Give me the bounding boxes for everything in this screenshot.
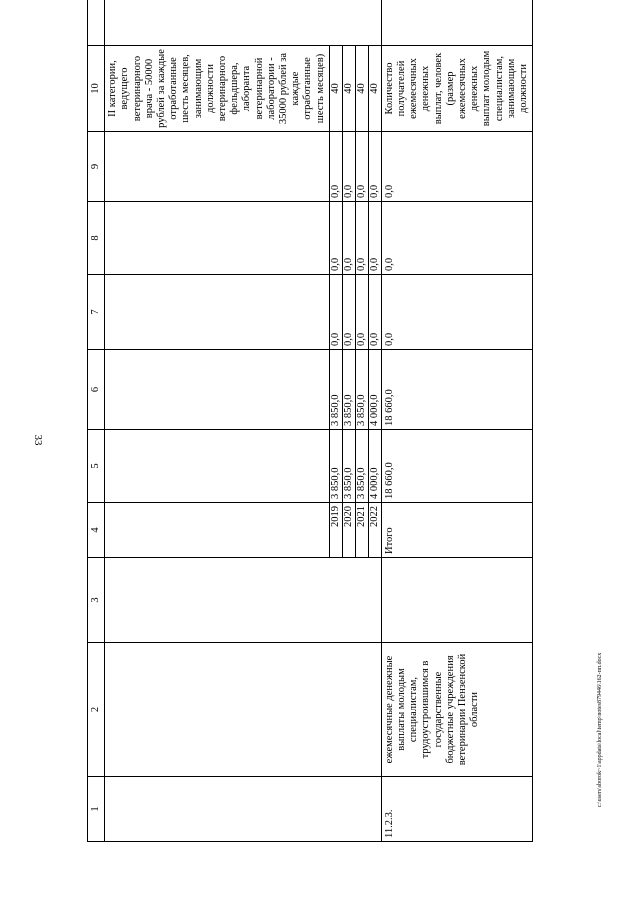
header-col-7: 7 (88, 275, 105, 350)
item-col-11 (381, 0, 532, 46)
value-col-6: 3 850,0 (342, 350, 355, 430)
value-col-6: 4 000,0 (368, 350, 381, 430)
value-col-9: 0,0 (368, 132, 381, 202)
value-col-6: 3 850,0 (329, 350, 342, 430)
header-row (88, 0, 105, 842)
item-col-3 (381, 558, 532, 643)
value-col-5: 3 850,0 (342, 430, 355, 503)
footer-file-path: c:\users\sborok~1\appdata\local\temp\notes879446\162-пп.docx (597, 652, 603, 808)
cell-blank-3 (105, 558, 382, 643)
value-col-5: 3 850,0 (329, 430, 342, 503)
continuation-row (105, 0, 330, 842)
value-col-8: 0,0 (329, 202, 342, 275)
item-description: ежемесячные денежные выплаты молодым специалистам, трудоустроившимся в государственные бюджетные учреждения ветеринарии Пензенской области (381, 643, 532, 777)
cell-blank-8 (105, 202, 330, 275)
value-col-5: 3 850,0 (355, 430, 368, 503)
item-total-col-7: 0,0 (381, 275, 532, 350)
header-col-2: 2 (88, 643, 105, 777)
item-number: 11.2.3. (381, 777, 532, 842)
year-cell: 2020 (342, 503, 355, 558)
value-col-8: 0,0 (355, 202, 368, 275)
value-col-6: 3 850,0 (355, 350, 368, 430)
program-table (87, 0, 533, 842)
item-total-label: Итого (381, 503, 532, 558)
item-row (381, 0, 532, 842)
year-cell: 2019 (329, 503, 342, 558)
cell-blank-2 (105, 643, 382, 777)
item-total-col-6: 18 660,0 (381, 350, 532, 430)
header-col-4: 4 (88, 503, 105, 558)
header-col-6: 6 (88, 350, 105, 430)
item-total-col-8: 0,0 (381, 202, 532, 275)
value-col-7: 0,0 (355, 275, 368, 350)
value-col-7: 0,0 (329, 275, 342, 350)
value-col-10: 40 (342, 46, 355, 132)
year-cell: 2022 (368, 503, 381, 558)
header-col-10: 10 (88, 46, 105, 132)
continuation-text: II категории, ведущего ветеринарного врача - 50000 рублей за каждые отработанные шесть месяцев, занимающим должности ветеринарного фельдшера, лаборанта ветеринарной лаборатории - 35000 рублей за каждые отработанные шесть месяцев) (105, 46, 330, 132)
header-col-9: 9 (88, 132, 105, 202)
year-cell: 2021 (355, 503, 368, 558)
value-col-9: 0,0 (329, 132, 342, 202)
value-col-10: 40 (355, 46, 368, 132)
value-col-8: 0,0 (342, 202, 355, 275)
value-col-9: 0,0 (342, 132, 355, 202)
cell-blank-5 (105, 430, 330, 503)
item-indicator-text: Количество получателей ежемесячных денежных выплат, человек (размер ежемесячных денежных выплат молодым специалистам, занимающим должности (381, 46, 532, 132)
item-total-col-9: 0,0 (381, 132, 532, 202)
cell-blank-1 (105, 777, 382, 842)
value-col-10: 40 (329, 46, 342, 132)
value-col-7: 0,0 (342, 275, 355, 350)
cell-blank-9 (105, 132, 330, 202)
header-col-3: 3 (88, 558, 105, 643)
cell-blank-7 (105, 275, 330, 350)
item-total-col-5: 18 660,0 (381, 430, 532, 503)
header-col-8: 8 (88, 202, 105, 275)
value-col-9: 0,0 (355, 132, 368, 202)
cell-blank-4 (105, 503, 330, 558)
page-number: 33 (32, 434, 44, 446)
cell-blank-11 (105, 0, 382, 46)
value-col-10: 40 (368, 46, 381, 132)
value-col-7: 0,0 (368, 275, 381, 350)
header-col-5: 5 (88, 430, 105, 503)
rotated-table-container (87, 20, 530, 842)
value-col-5: 4 000,0 (368, 430, 381, 503)
header-col-1: 1 (88, 777, 105, 842)
header-col-11 (88, 0, 105, 46)
value-col-8: 0,0 (368, 202, 381, 275)
cell-blank-6 (105, 350, 330, 430)
